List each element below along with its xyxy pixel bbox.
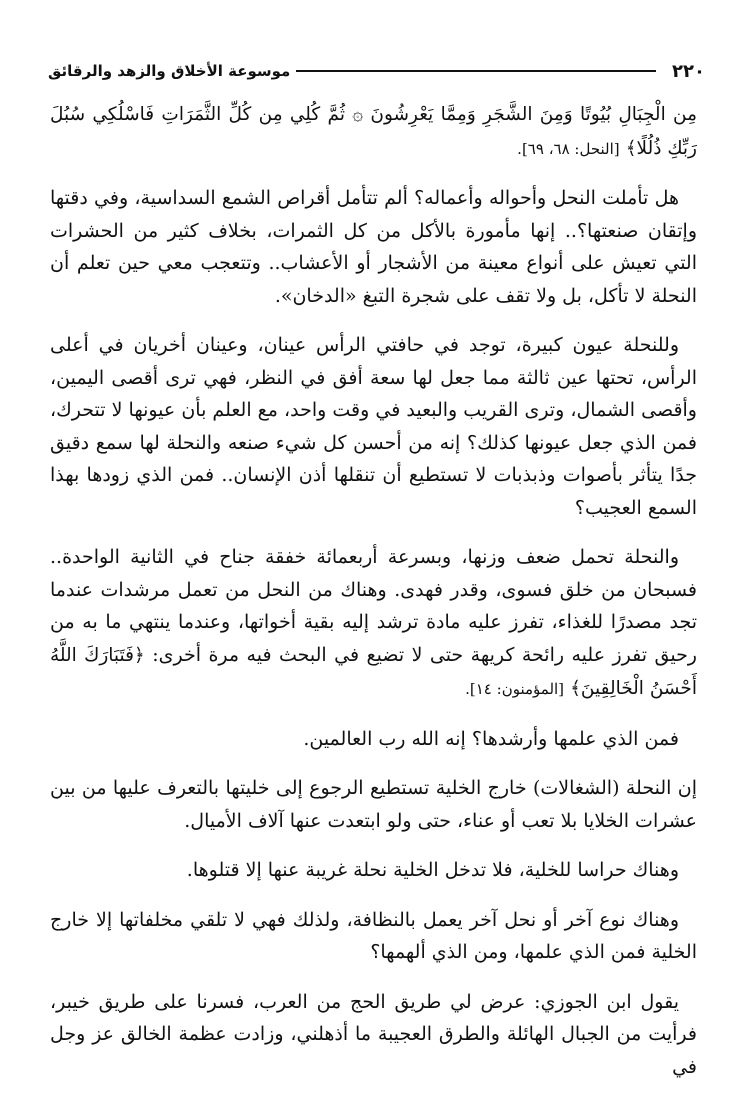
paragraph-text: وهناك نوع آخر أو نحل آخر يعمل بالنظافة، ولذلك فهي لا تلقي مخلفاتها إلا خارج الخلية فمن الذي علمها، ومن الذي ألهمها؟ [50,908,697,963]
paragraph-verse-continuation [50,98,697,165]
page-header [48,58,705,84]
paragraph [50,986,697,1084]
verse-reference: [المؤمنون: ١٤]. [465,680,565,698]
paragraph-text: والنحلة تحمل ضعف وزنها، وبسرعة أربعمائة خفقة جناح في الثانية الواحدة.. فسبحان من خلق فسوى، وقدر فهدى. وهناك من النحل من تعمل مرشدات عندما تجد مصدرًا للغذاء، تفرز عليه مادة ترشد إليه بقية أخواتها، وعندما ينتهي ما به من رحيق تفرز عليه رائحة كريهة حتى لا تضيع في البحث فيه مرة أخرى: [50,546,697,666]
paragraph-text: إن النحلة (الشغالات) خارج الخلية تستطيع الرجوع إلى خليتها بالتعرف عليها من بين عشرات الخلايا بلا تعب أو عناء، حتى ولو ابتعدت عنها آلاف الأميال. [50,777,697,832]
paragraph [50,904,697,969]
page-number: ٢٢٠ [672,60,705,82]
paragraph-text: يقول ابن الجوزي: عرض لي طريق الحج من العرب، فسرنا على طريق خيبر، فرأيت من الجبال الهائلة والطرق العجيبة ما أذهلني، وزادت عظمة الخالق عز وجل في [50,990,697,1078]
paragraph [50,182,697,312]
paragraph [50,541,697,706]
paragraph [50,723,697,756]
verse-reference: [النحل: ٦٨، ٦٩]. [517,139,620,158]
quran-verse: ﴿فَتَبَارَكَ اللَّهُ أَحْسَنُ الْخَالِقِينَ﴾ [50,644,697,699]
paragraph-text: وللنحلة عيون كبيرة، توجد في حافتي الرأس عينان، وعينان أخريان في أعلى الرأس، تحتها عين ثالثة مما جعل لها سعة أفق في النظر، فهي ترى أقصى اليمين، وأقصى الشمال، وترى القريب والبعيد في وقت واحد، مع العلم بأن عيونها لا تتحرك، فمن الذي جعل عيونها كذلك؟ إنه من أحسن كل شيء صنعه والنحلة لها سمع دقيق جدًا يتأثر بأصوات وذبذبات لا تستطيع أن تنقلها أذن الإنسان.. فمن الذي زودها بهذا السمع العجيب؟ [50,334,697,519]
paragraph [50,329,697,524]
header-rule [296,70,656,72]
paragraph-text: وهناك حراسا للخلية، فلا تدخل الخلية نحلة غريبة عنها إلا قتلوها. [186,859,679,881]
paragraph [50,854,697,887]
paragraph-text: فمن الذي علمها وأرشدها؟ إنه الله رب العالمين. [303,727,679,750]
book-title: موسوعة الأخلاق والزهد والرقائق [48,62,291,80]
body-text [50,98,697,1100]
quran-verse: مِن الْجِبَالِ بُيُوتًا وَمِنَ الشَّجَرِ وَمِمَّا يَعْرِشُونَ ۞ ثُمَّ كُلِي مِن كُلِّ الثَّمَرَاتِ فَاسْلُكِي سُبُلَ رَبِّكِ ذُلُلًا﴾ [50,104,697,159]
paragraph-text: هل تأملت النحل وأحواله وأعماله؟ ألم تتأمل أقراص الشمع السداسية، وفي دقتها وإتقان صنعتها؟.. إنها مأمورة بالأكل من كل الثمرات، بخلاف كثير من الحشرات التي تعيش على أنواع معينة من الأشجار أو الأعشاب.. وتتعجب معي حين تعلم أن النحلة لا تأكل، بل ولا تقف على شجرة التبغ «الدخان». [50,187,697,307]
paragraph [50,772,697,837]
